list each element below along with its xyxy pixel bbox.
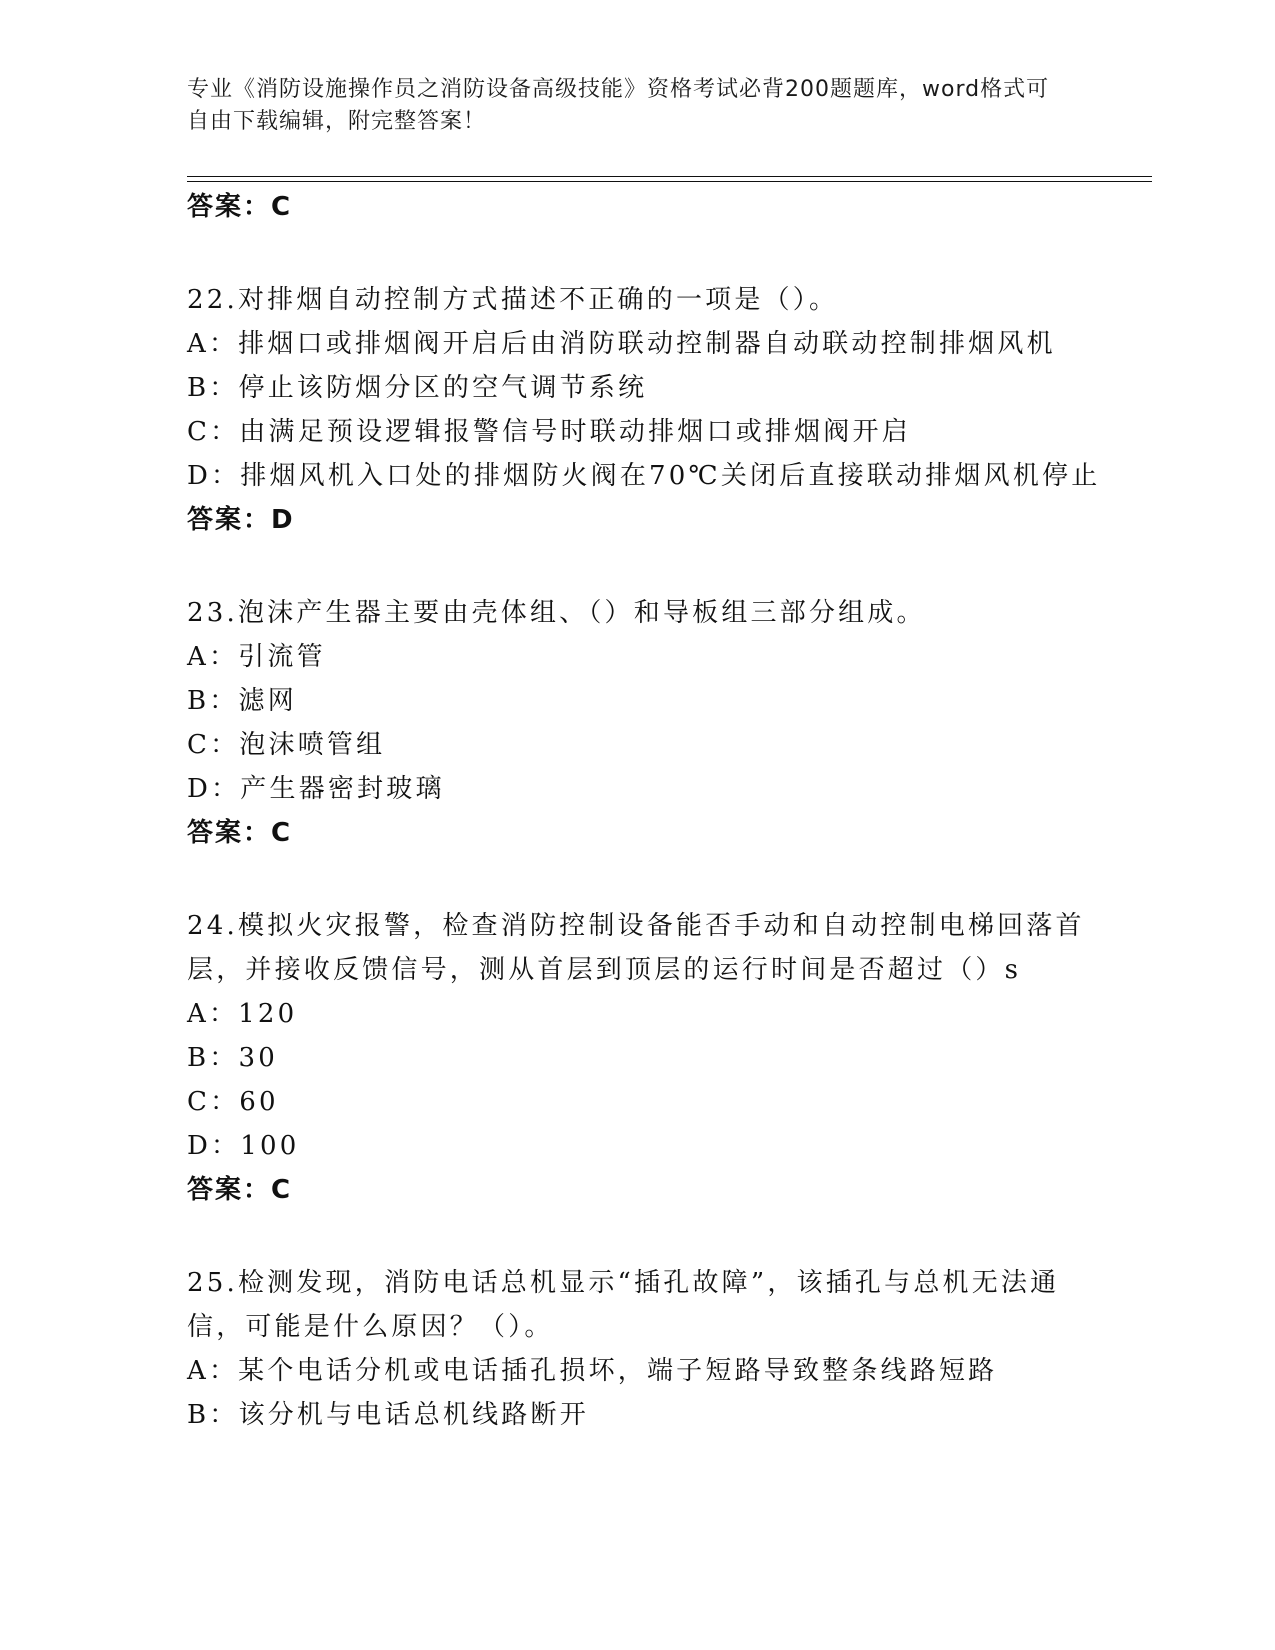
question-24-option-d: D：100: [187, 1131, 300, 1161]
question-25-stem-line-2: 信，可能是什么原因？（）。: [187, 1312, 554, 1342]
question-24-option-a: A：120: [187, 999, 298, 1029]
question-23-option-a: A：引流管: [187, 642, 326, 672]
header-rule-bottom: [187, 181, 1152, 182]
question-24-option-b: B：30: [187, 1043, 278, 1073]
question-23-option-c: C：泡沫喷管组: [187, 730, 386, 760]
question-22-answer: 答案：D: [187, 505, 295, 535]
question-23-stem: 23.泡沫产生器主要由壳体组、（）和导板组三部分组成。: [187, 598, 926, 628]
document-header: 专业《消防设施操作员之消防设备高级技能》资格考试必背200题题库，word格式可自由下载编辑，附完整答案！: [187, 77, 1050, 134]
answer-prev: 答案：C: [187, 192, 293, 222]
header-rule-top: [187, 176, 1152, 177]
question-23-answer: 答案：C: [187, 818, 293, 848]
question-22-stem: 22.对排烟自动控制方式描述不正确的一项是（）。: [187, 285, 839, 315]
question-23-option-b: B：滤网: [187, 686, 297, 716]
question-24-answer: 答案：C: [187, 1175, 293, 1205]
question-24-stem-line-1: 24.模拟火灾报警，检查消防控制设备能否手动和自动控制电梯回落首: [187, 911, 1085, 941]
question-25-stem-line-1: 25.检测发现，消防电话总机显示“插孔故障”，该插孔与总机无法通: [187, 1268, 1060, 1298]
question-22-option-d: D：排烟风机入口处的排烟防火阀在70℃关闭后直接联动排烟风机停止: [187, 461, 1101, 491]
question-25-option-a: A：某个电话分机或电话插孔损坏，端子短路导致整条线路短路: [187, 1356, 998, 1386]
question-25-option-b: B：该分机与电话总机线路断开: [187, 1400, 589, 1430]
question-22-option-c: C：由满足预设逻辑报警信号时联动排烟口或排烟阀开启: [187, 417, 911, 447]
question-24-stem-line-2: 层，并接收反馈信号，测从首层到顶层的运行时间是否超过（）s: [187, 955, 1022, 985]
question-22-option-a: A：排烟口或排烟阀开启后由消防联动控制器自动联动控制排烟风机: [187, 329, 1056, 359]
question-24-option-c: C：60: [187, 1087, 279, 1117]
question-23-option-d: D：产生器密封玻璃: [187, 774, 445, 804]
question-22-option-b: B：停止该防烟分区的空气调节系统: [187, 373, 648, 403]
